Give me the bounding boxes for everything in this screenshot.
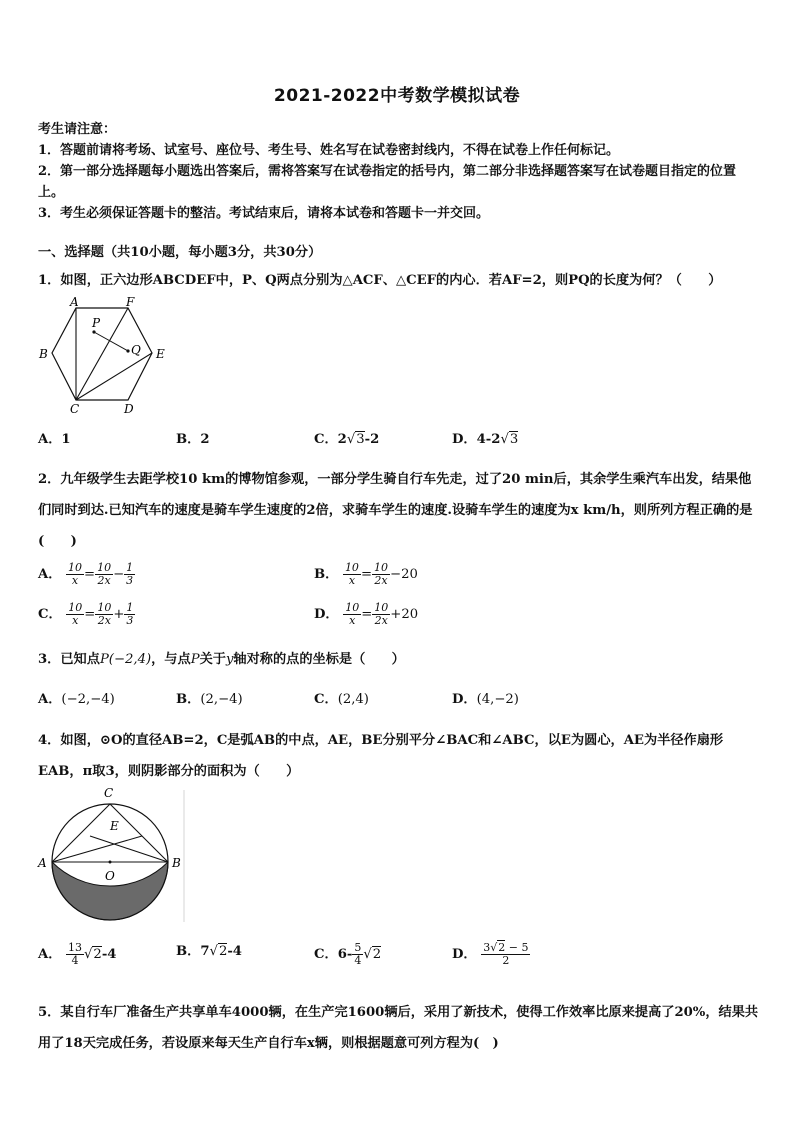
option-d[interactable]: D．4-2√3 bbox=[452, 432, 519, 447]
label-d: D bbox=[124, 402, 134, 416]
label-q: Q bbox=[131, 343, 141, 357]
question-3-stem: 3．已知点P(−2,4)，与点P关于y轴对称的点的坐标是（ ） bbox=[38, 652, 405, 667]
label-f: F bbox=[126, 296, 135, 309]
question-4-options bbox=[38, 942, 758, 976]
option-a[interactable]: A． $\frac{10}{x}$ = $\frac{10}{2x}$ − $\frac{1}{3}$ bbox=[38, 561, 134, 587]
label-a: A bbox=[38, 856, 47, 870]
label-c: C bbox=[70, 402, 80, 416]
label-b: B bbox=[39, 347, 48, 361]
option-c[interactable]: C．(2,4) bbox=[314, 692, 369, 707]
option-c[interactable]: C．6- $\frac{5}{4}$ √2 bbox=[314, 941, 382, 967]
circle-figure bbox=[32, 782, 192, 928]
question-1-options bbox=[38, 430, 758, 456]
label-o: O bbox=[105, 869, 115, 883]
label-e: E bbox=[156, 347, 165, 361]
option-c[interactable]: C． $\frac{10}{x}$ = $\frac{10}{2x}$ + $\frac{1}{3}$ bbox=[38, 601, 134, 627]
option-a[interactable]: A．(−2,−4) bbox=[38, 692, 115, 707]
section-heading: 一、选择题（共10小题，每小题3分，共30分） bbox=[38, 245, 322, 260]
notes-block bbox=[38, 119, 758, 224]
label-c: C bbox=[104, 786, 114, 800]
option-b[interactable]: B．2 bbox=[176, 432, 210, 447]
notes-heading: 考生请注意： bbox=[38, 122, 117, 137]
question-1-stem: 1．如图，正六边形ABCDEF中，P、Q两点分别为△ACF、△CEF的内心．若AF=2，则PQ的长度为何？（ ） bbox=[38, 273, 722, 288]
label-e: E bbox=[110, 819, 119, 833]
question-2-options-ab bbox=[38, 562, 758, 594]
option-a[interactable]: A．1 bbox=[38, 432, 71, 447]
question-2-options-cd bbox=[38, 602, 758, 634]
page-title: 2021-2022中考数学模拟试卷 bbox=[273, 86, 521, 106]
option-d[interactable]: D．(4,−2) bbox=[452, 692, 519, 707]
option-b[interactable]: B．7√2-4 bbox=[176, 944, 242, 959]
label-b: B bbox=[172, 856, 181, 870]
note-item: 2．第一部分选择题每小题选出答案后，需将答案写在试卷指定的括号内，第二部分非选择题答案写在试卷题目指定的位置上。 bbox=[38, 164, 737, 200]
question-4-stem: 4．如图，⊙O的直径AB=2，C是弧AB的中点，AE，BE分别平分∠BAC和∠ABC，以E为圆心，AE为半径作扇形EAB，π取3，则阴影部分的面积为（ ） bbox=[38, 733, 724, 779]
question-3-options bbox=[38, 690, 758, 716]
hexagon-figure bbox=[32, 296, 172, 418]
option-d[interactable]: D． $\frac{3√2 - 5}{2}$ bbox=[452, 941, 529, 967]
question-2-stem: 2．九年级学生去距学校10 km的博物馆参观，一部分学生骑自行车先走，过了20 min后，其余学生乘汽车出发，结果他们同时到达.已知汽车的速度是骑车学生速度的2倍，求骑车学生的速度.设骑车学生的速度为x km/h，则所列方程正确的是( ) bbox=[38, 472, 753, 549]
question-5-stem: 5．某自行车厂准备生产共享单车4000辆，在生产完1600辆后，采用了新技术，使得工作效率比原来提高了20%，结果共用了18天完成任务，若设原来每天生产自行车x辆，则根据题意可列方程为( ) bbox=[38, 1005, 759, 1051]
note-item: 1．答题前请将考场、试室号、座位号、考生号、姓名写在试卷密封线内，不得在试卷上作任何标记。 bbox=[38, 143, 620, 158]
note-item: 3．考生必须保证答题卡的整洁。考试结束后，请将本试卷和答题卡一并交回。 bbox=[38, 206, 490, 221]
label-p: P bbox=[92, 316, 101, 330]
option-c[interactable]: C．2√3-2 bbox=[314, 432, 380, 447]
option-a[interactable]: A． $\frac{13}{4}$ √2-4 bbox=[38, 941, 117, 967]
option-b[interactable]: B．(2,−4) bbox=[176, 692, 243, 707]
option-b[interactable]: B． $\frac{10}{x}$ = $\frac{10}{2x}$ −20 bbox=[314, 561, 418, 587]
option-d[interactable]: D． $\frac{10}{x}$ = $\frac{10}{2x}$ +20 bbox=[314, 601, 419, 627]
label-a: A bbox=[70, 296, 79, 309]
